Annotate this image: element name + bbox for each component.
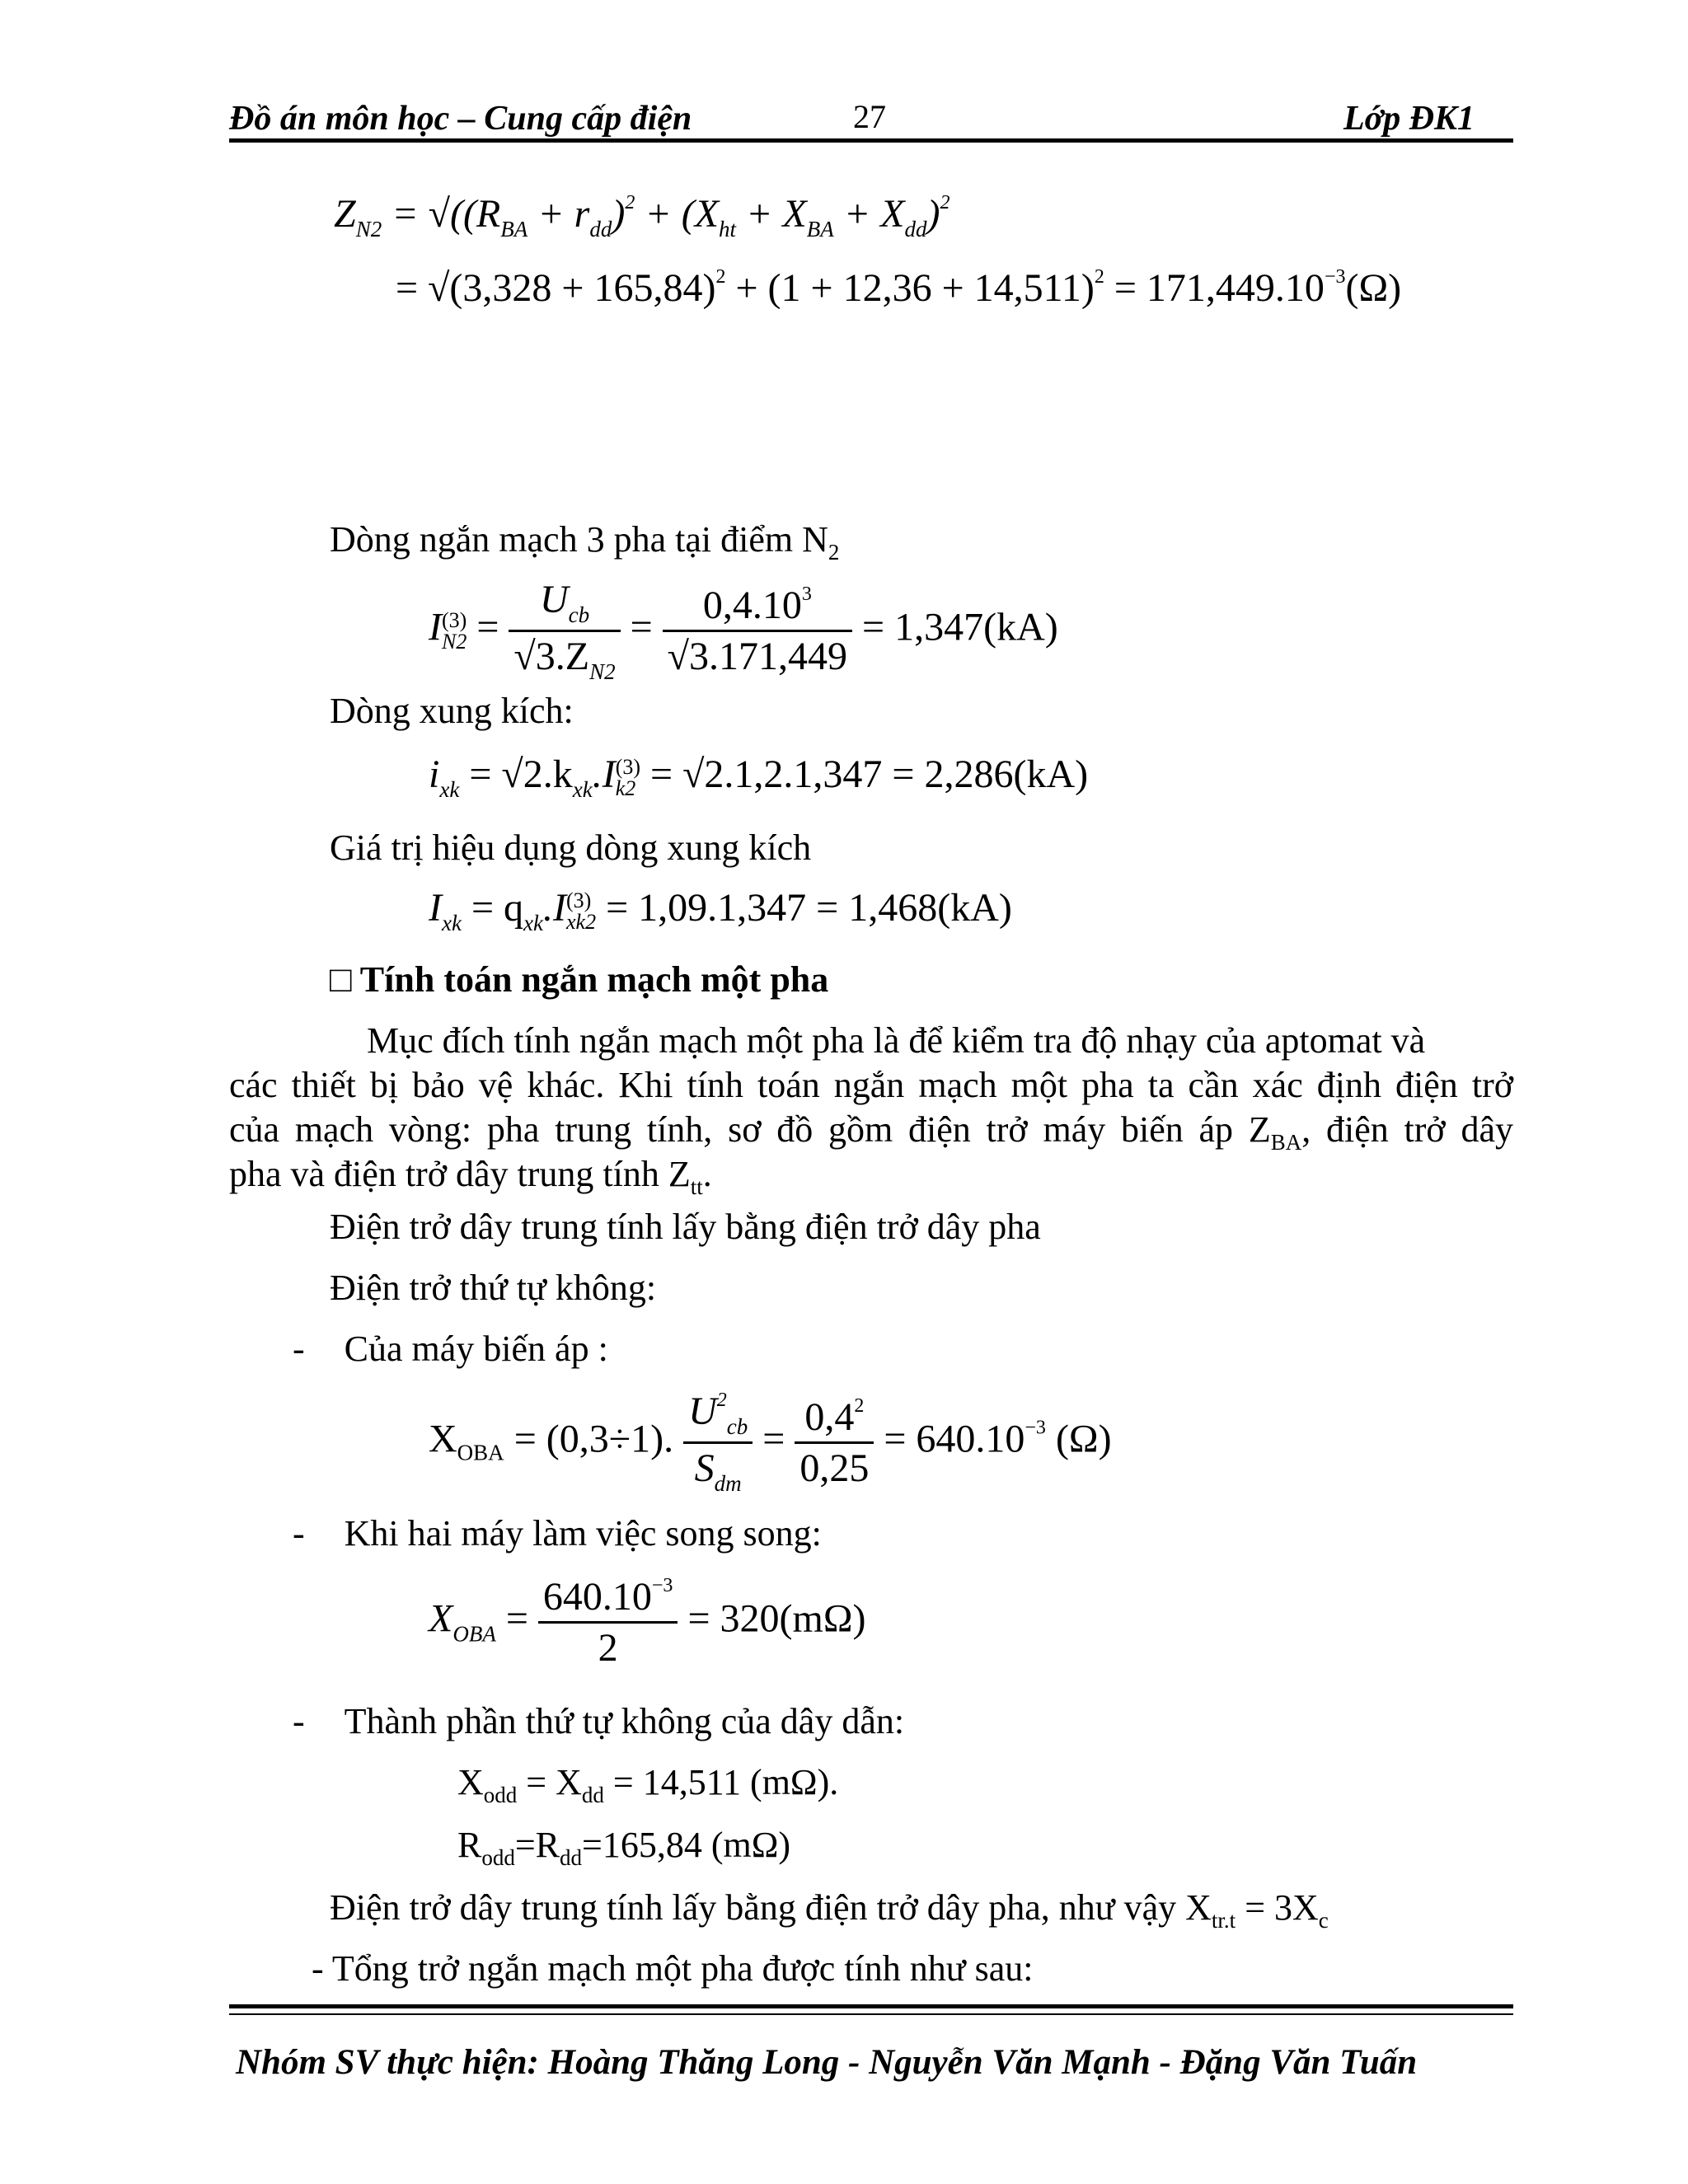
list-item-conductor: - Thành phần thứ tự không của dây dẫn:	[293, 1701, 905, 1741]
list-item-parallel: - Khi hai máy làm việc song song:	[293, 1513, 822, 1554]
formula-xoba-parallel: $X_{OBA}$ = $\frac{640.10^{-3}}{2}$ = 320(mΩ)	[429, 1575, 866, 1670]
page-number: 27	[853, 98, 886, 135]
text-zero-sequence: Điện trở thứ tự không:	[330, 1268, 657, 1308]
text-neutral-equal: Điện trở dây trung tính lấy bằng điện trở dây pha, như vậy $X_{tr.t} = 3X_c$	[330, 1887, 1329, 1933]
para1-line1: Mục đích tính ngắn mạch một pha là để kiểm tra độ nhạy của aptomat và	[367, 1020, 1426, 1061]
header-rule	[229, 138, 1513, 143]
text-short-circuit-current: Dòng ngắn mạch 3 pha tại điểm $N_2$	[330, 519, 840, 565]
checkbox-bullet-icon: □	[330, 959, 352, 1000]
footer-authors: Nhóm SV thực hiện: Hoàng Thăng Long - Nguyễn Văn Mạnh - Đặng Văn Tuấn	[236, 2043, 1418, 2082]
formula-rodd: $R_{odd}=R_{dd}=165,84$ (mΩ)	[457, 1825, 791, 1870]
formula-xoba: $X_{OBA} = (0,3\div 1)$. $\frac{U^2_{cb}}{S_{dm}}$ = $\frac{0,4^2}{0,25}$ = $640.10^{-3}$ (Ω)	[429, 1390, 1112, 1496]
para1-line2: các thiết bị bảo vệ khác. Khi tính toán ngắn mạch một pha ta cần xác định điện trở	[229, 1065, 1513, 1105]
text-neutral-resistance: Điện trở dây trung tính lấy bằng điện trở dây pha	[330, 1207, 1041, 1247]
para1-line3: của mạch vòng: pha trung tính, sơ đồ gồm điện trở máy biến áp $Z_{BA}$, điện trở dây	[229, 1109, 1513, 1155]
formula-xodd: $X_{odd} = X_{dd} = 14,511$ (mΩ).	[457, 1762, 839, 1807]
formula-Ixk: $I_{xk} = q_{xk}.I$ (3) xk2 = 1,09.1,347 = 1,468(kA)	[429, 886, 1012, 935]
formula-zn2-line1: $Z_{N2} = √((R_{BA} + r_{dd})^2 + (X_{ht} + X_{BA} + X_{dd})^2$	[334, 192, 950, 241]
header-title: Đồ án môn học – Cung cấp điện	[229, 100, 692, 138]
formula-zn2-line2: = $√(3,328 + 165,84)^2 + (1 + 12,36 + 14,511)^2 = 171,449.10^{-3}(\Omega)$	[396, 266, 1402, 310]
text-single-phase-impedance: - Tổng trở ngắn mạch một pha được tính như sau:	[312, 1948, 1034, 1989]
formula-in2: I (3) N2 = $\frac{U_{cb}}{√3.Z_{N2}}$ = $\frac{0,4.10^3}{√3.171,449}$ = 1,347(kA)	[429, 578, 1058, 684]
formula-ixk: $i_{xk} = √2.k_{xk}.I$ (3) k2 = √2.1,2.1,347 = 2,286(kA)	[429, 752, 1089, 802]
section-title: □ Tính toán ngắn mạch một pha	[330, 959, 829, 1000]
text-impulse-current: Dòng xung kích:	[330, 691, 574, 731]
footer-rule-thin	[229, 2013, 1513, 2015]
para1-line4: pha và điện trở dây trung tính $Z_{tt}$.	[229, 1154, 712, 1199]
footer-rule-thick	[229, 2004, 1513, 2008]
list-item-transformer: - Của máy biến áp :	[293, 1329, 608, 1369]
header-class: Lớp ĐK1	[1343, 100, 1475, 138]
text-effective-impulse: Giá trị hiệu dụng dòng xung kích	[330, 827, 812, 868]
